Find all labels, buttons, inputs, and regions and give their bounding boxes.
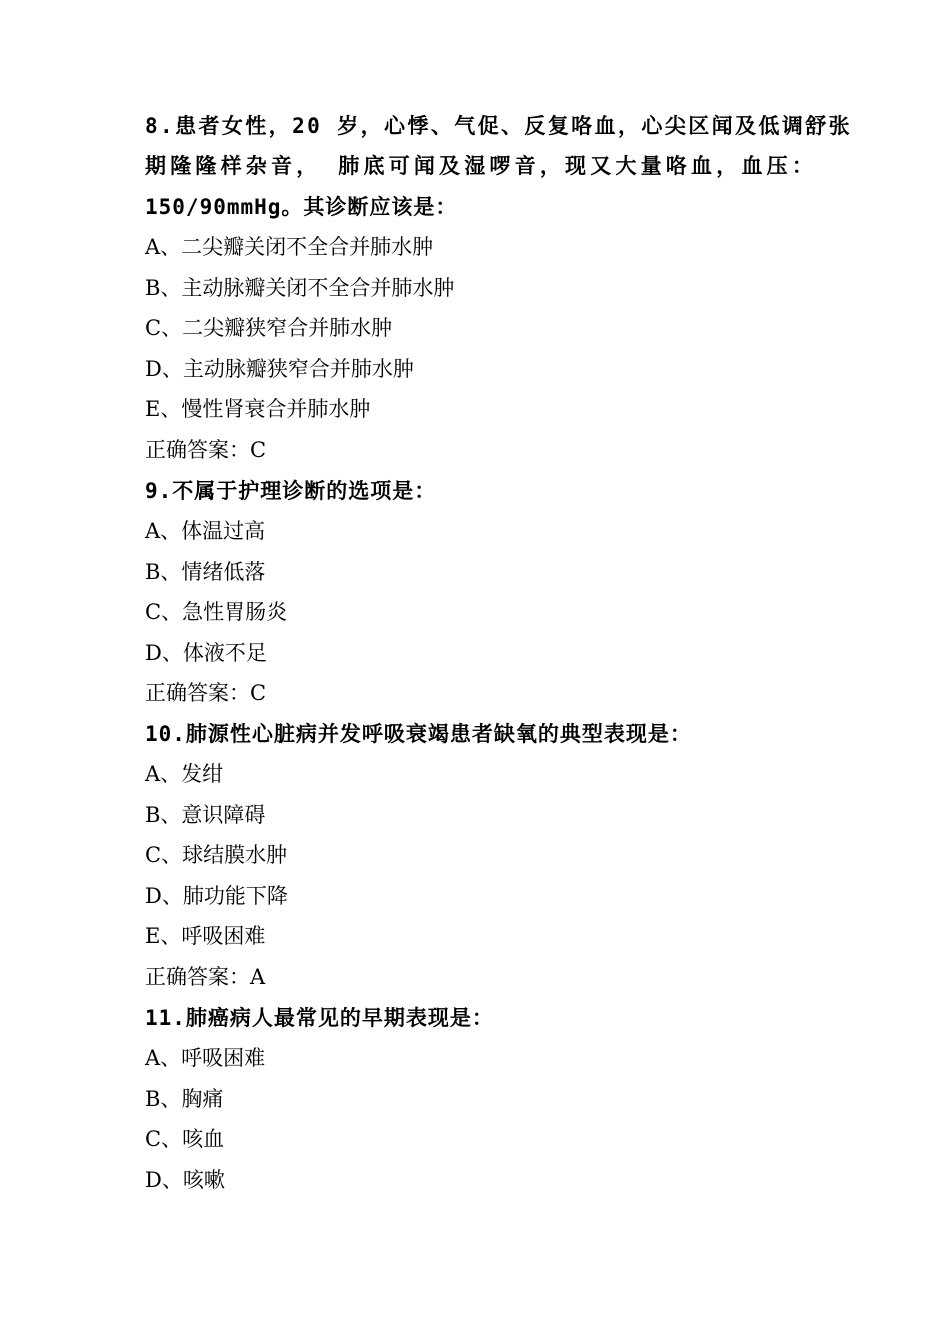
question-9-answer: 正确答案：C [145,681,267,705]
question-9-option-c: C、急性胃肠炎 [145,600,288,624]
question-8-stem-line-2: 期隆隆样杂音， 肺底可闻及湿啰音，现又大量咯血，血压： [145,154,818,178]
question-8-stem-line-1: 8.患者女性，20 岁，心悸、气促、反复咯血，心尖区闻及低调舒张 [145,114,853,138]
question-9-option-a: A、体温过高 [145,519,266,543]
question-8-option-d: D、主动脉瓣狭窄合并肺水肿 [145,357,414,381]
question-10-stem: 10.肺源性心脏病并发呼吸衰竭患者缺氧的典型表现是： [145,722,692,746]
question-10-option-c: C、球结膜水肿 [145,843,288,867]
question-10-option-e: E、呼吸困难 [145,924,266,948]
question-11-option-a: A、呼吸困难 [145,1046,266,1070]
question-8-stem-line-3: 150/90mmHg。其诊断应该是： [145,195,458,219]
question-11-option-d: D、咳嗽 [145,1168,225,1192]
question-8-option-b: B、主动脉瓣关闭不全合并肺水肿 [145,276,455,300]
question-9-stem: 9.不属于护理诊断的选项是： [145,479,437,503]
question-8-answer: 正确答案：C [145,438,267,462]
question-8-option-e: E、慢性肾衰合并肺水肿 [145,397,371,421]
question-8-option-c: C、二尖瓣狭窄合并肺水肿 [145,316,393,340]
question-10-option-a: A、发绀 [145,762,224,786]
question-10-option-b: B、意识障碍 [145,803,266,827]
question-9-option-b: B、情绪低落 [145,560,266,584]
question-11-option-c: C、咳血 [145,1127,225,1151]
question-10-answer: 正确答案：A [145,965,266,989]
question-11-option-b: B、胸痛 [145,1087,224,1111]
question-9-option-d: D、体液不足 [145,641,267,665]
question-11-stem: 11.肺癌病人最常见的早期表现是： [145,1006,494,1030]
question-10-option-d: D、肺功能下降 [145,884,288,908]
question-8-option-a: A、二尖瓣关闭不全合并肺水肿 [145,235,434,259]
